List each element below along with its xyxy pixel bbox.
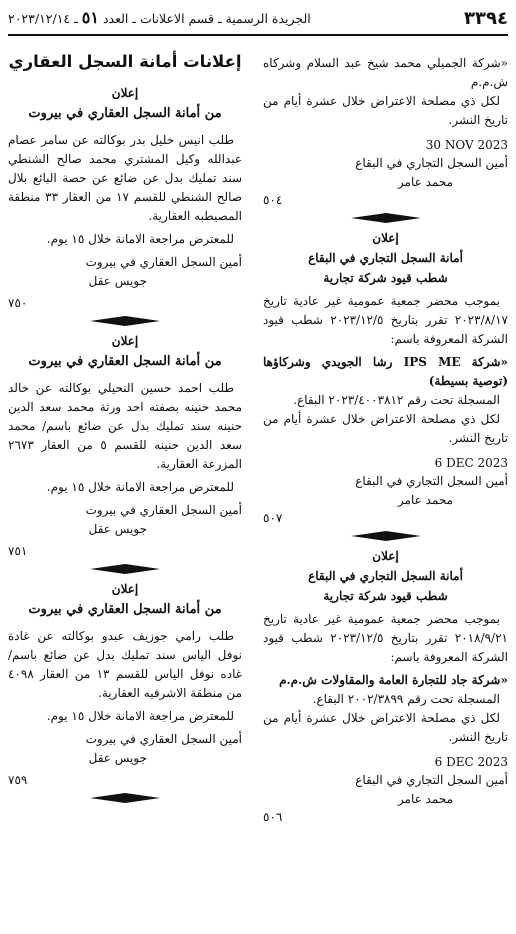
notice-506 <box>263 546 508 825</box>
notice-subheading: أمانة السجل التجاري في البقاع <box>308 569 463 583</box>
notice-heading: إعلان <box>111 334 139 348</box>
notice-objection: لكل ذي مصلحة الاعتراض خلال عشرة أيام من تاريخ النشر. <box>263 711 508 744</box>
notice-number: ٧٥٩ <box>8 773 28 787</box>
notice-subheading: من أمانة السجل العقاري في بيروت <box>28 354 222 369</box>
notice-heading: إعلان <box>372 231 399 245</box>
notice-body: طلب انيس خليل بدر بوكالته عن سامر عصام عبدالله وكيل المشتري محمد صالح الشنطي سند تمليك بدل عن ضائع عن حصة البائع بلال صالح الشنطي للقسم ١٧ من العقار ٣٣ منطقة المصيطبه العقارية. <box>8 133 243 223</box>
notice-504 <box>263 54 508 208</box>
notice-date: 6 DEC 2023 <box>434 755 508 769</box>
section-title: إعلانات أمانة السجل العقاري <box>8 52 242 71</box>
signer-name: جويس عقل <box>88 522 147 536</box>
company-name: «شركة جاد للتجارة العامة والمقاولات ش.م.م <box>279 673 508 687</box>
notice-heading: إعلان <box>111 582 139 596</box>
registration: المسجلة تحت رقم ٢٠٢٣/٤٠٠٣٨١٢ البقاع. <box>293 393 500 407</box>
left-column <box>8 40 242 934</box>
notice-number: ٧٥١ <box>8 544 28 558</box>
notice-subheading: أمانة السجل التجاري في البقاع <box>308 251 463 265</box>
header-publication: الجريدة الرسمية ـ قسم الاعلانات ـ العدد <box>102 11 311 26</box>
right-column <box>263 40 508 934</box>
notice-subheading: شطب قيود شركة تجارية <box>323 271 448 285</box>
signer-name: جويس عقل <box>88 751 147 765</box>
notice-759 <box>8 579 242 788</box>
notice-subheading: من أمانة السجل العقاري في بيروت <box>28 602 222 617</box>
page-number: ٣٣٩٤ <box>464 8 508 29</box>
notice-objection: للمعترض مراجعة الامانة خلال ١٥ يوم. <box>46 232 234 246</box>
signer-title: أمين السجل العقاري في بيروت <box>85 255 242 269</box>
notice-subheading: من أمانة السجل العقاري في بيروت <box>28 106 222 121</box>
header-title <box>8 8 311 27</box>
header-rule <box>8 34 508 36</box>
signer-name: محمد عامر <box>397 493 453 507</box>
notice-objection: لكل ذي مصلحة الاعتراض خلال عشرة أيام من تاريخ النشر. <box>263 94 508 127</box>
notice-heading: إعلان <box>111 86 139 100</box>
notice-objection: للمعترض مراجعة الامانة خلال ١٥ يوم. <box>46 709 234 723</box>
separator-ornament <box>8 315 242 327</box>
notice-text: «شركة الجميلي محمد شيخ عبد السلام وشركاه ش.م.م <box>263 56 508 89</box>
notice-subheading: شطب قيود شركة تجارية <box>323 589 448 603</box>
notice-date: 30 NOV 2023 <box>425 138 508 152</box>
notice-objection: لكل ذي مصلحة الاعتراض خلال عشرة أيام من تاريخ النشر. <box>263 412 508 445</box>
signer-title: أمين السجل العقاري في بيروت <box>85 732 242 746</box>
notice-date: 6 DEC 2023 <box>434 456 508 470</box>
header-date: ـ ٢٠٢٣/١٢/١٤ <box>8 11 78 26</box>
signer-title: أمين السجل التجاري في البقاع <box>355 474 508 488</box>
signer-title: أمين السجل العقاري في بيروت <box>85 503 242 517</box>
signer-title: أمين السجل التجاري في البقاع <box>355 156 508 170</box>
notice-objection: للمعترض مراجعة الامانة خلال ١٥ يوم. <box>46 480 234 494</box>
signer-name: محمد عامر <box>397 175 453 189</box>
signer-name: محمد عامر <box>397 792 453 806</box>
company-name: «شركة IPS ME رشا الجويدي وشركاؤها (توصية بسيطة) <box>263 355 509 388</box>
notice-507 <box>263 228 508 526</box>
notice-number: ٥٠٤ <box>263 193 283 207</box>
notice-body: بموجب محضر جمعية عمومية غير عادية تاريخ ٢٠٢٣/٨/١٧ تقرر بتاريخ ٢٠٢٣/١٢/٥ شطب قيود الشركة المعروفة باسم: <box>263 294 508 346</box>
notice-body: بموجب محضر جمعية عمومية غير عادية تاريخ ٢٠١٨/٩/٢١ تقرر بتاريخ ٢٠٢٣/١٢/٥ شطب قيود الشركة المعروفة باسم: <box>263 612 508 664</box>
page-header <box>8 8 508 32</box>
separator-ornament <box>8 563 242 575</box>
notice-heading: إعلان <box>372 549 399 563</box>
notice-751 <box>8 331 242 559</box>
signer-name: جويس عقل <box>88 274 147 288</box>
notice-number: ٥٠٦ <box>263 810 283 824</box>
separator-ornament <box>263 530 508 542</box>
notice-number: ٥٠٧ <box>263 511 283 525</box>
separator-ornament <box>8 792 242 804</box>
notice-750 <box>8 83 242 311</box>
separator-ornament <box>263 212 508 224</box>
notice-body: طلب رامي جوزيف عبدو بوكالته عن غادة نوفل الياس سند تمليك بدل عن ضائع باسم/ غاده نوفل الياس للقسم ١٣ من العقار ٤٠٩٨ من منطقة الاشرفيه العقارية. <box>8 629 242 700</box>
notice-body: طلب احمد حسين النحيلي بوكالته عن خالد محمد حنينه بصفته احد ورثة محمد سعد الدين حنينه سند تمليك بدل عن ضائع باسم/ محمد سعد الدين حنينه للقسم ٥ من العقار ٢٦٧٣ المزرعة العقارية. <box>8 381 242 471</box>
header-issue-number: ٥١ <box>81 8 99 27</box>
signer-title: أمين السجل التجاري في البقاع <box>355 773 508 787</box>
registration: المسجلة تحت رقم ٢٠٠٢/٣٨٩٩ البقاع. <box>312 692 500 706</box>
notice-number: ٧٥٠ <box>8 296 28 310</box>
